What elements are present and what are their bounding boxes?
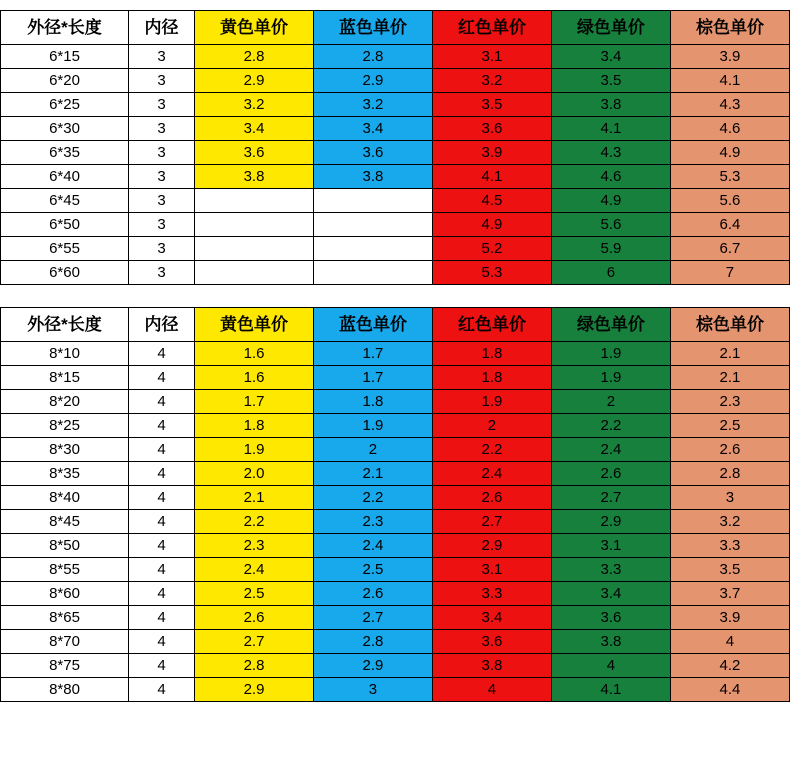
cell-green: 1.9 [551,342,670,366]
cell-blue: 2 [313,438,432,462]
cell-blue: 1.9 [313,414,432,438]
cell-yellow: 3.4 [195,117,314,141]
cell-spec: 6*30 [1,117,129,141]
header-cell-red: 红色单价 [432,11,551,45]
cell-blue: 2.5 [313,558,432,582]
table-row [1,582,790,606]
cell-blue-empty [313,213,432,237]
cell-inner: 3 [129,165,195,189]
cell-yellow: 2.8 [195,654,314,678]
cell-spec: 8*45 [1,510,129,534]
header-cell-inner: 内径 [129,11,195,45]
table-row [1,45,790,69]
cell-brown: 4 [670,630,789,654]
cell-brown: 3.2 [670,510,789,534]
cell-inner: 4 [129,390,195,414]
cell-blue: 2.2 [313,486,432,510]
cell-green: 4 [551,654,670,678]
cell-inner: 3 [129,189,195,213]
cell-spec: 6*60 [1,261,129,285]
cell-green: 3.8 [551,630,670,654]
cell-red: 3.6 [432,117,551,141]
cell-yellow: 2.2 [195,510,314,534]
cell-brown: 4.9 [670,141,789,165]
cell-blue: 2.7 [313,606,432,630]
cell-green: 3.6 [551,606,670,630]
cell-blue: 3.4 [313,117,432,141]
header-cell-brown: 棕色单价 [670,11,789,45]
cell-red: 2 [432,414,551,438]
table-row [1,117,790,141]
cell-yellow: 1.6 [195,366,314,390]
cell-yellow: 1.6 [195,342,314,366]
cell-spec: 8*75 [1,654,129,678]
price-table-6mm [0,10,790,285]
table-row [1,462,790,486]
cell-spec: 8*80 [1,678,129,702]
cell-spec: 8*55 [1,558,129,582]
cell-yellow: 2.4 [195,558,314,582]
cell-brown: 3.9 [670,45,789,69]
cell-yellow: 2.9 [195,69,314,93]
cell-green: 4.6 [551,165,670,189]
header-cell-inner: 内径 [129,308,195,342]
table-row [1,93,790,117]
cell-spec: 8*25 [1,414,129,438]
cell-brown: 2.5 [670,414,789,438]
cell-red: 3.1 [432,45,551,69]
cell-green: 3.4 [551,45,670,69]
cell-brown: 4.1 [670,69,789,93]
table-header-row [1,11,790,45]
price-table-block-6mm [0,10,790,285]
cell-brown: 2.8 [670,462,789,486]
cell-yellow: 2.5 [195,582,314,606]
cell-brown: 3 [670,486,789,510]
table-row [1,141,790,165]
price-table-block-8mm [0,307,790,702]
table-row [1,189,790,213]
cell-inner: 4 [129,606,195,630]
cell-spec: 6*15 [1,45,129,69]
cell-blue: 3 [313,678,432,702]
cell-spec: 8*60 [1,582,129,606]
cell-brown: 3.5 [670,558,789,582]
header-cell-blue: 蓝色单价 [313,11,432,45]
cell-blue: 2.6 [313,582,432,606]
cell-red: 4.5 [432,189,551,213]
table-body-6mm [1,45,790,285]
cell-green: 4.1 [551,678,670,702]
cell-spec: 8*70 [1,630,129,654]
cell-brown: 3.7 [670,582,789,606]
cell-red: 4.9 [432,213,551,237]
cell-inner: 3 [129,141,195,165]
cell-red: 1.8 [432,342,551,366]
cell-red: 2.9 [432,534,551,558]
table-row [1,558,790,582]
cell-yellow: 3.2 [195,93,314,117]
table-row [1,678,790,702]
cell-green: 4.3 [551,141,670,165]
header-cell-brown: 棕色单价 [670,308,789,342]
cell-brown: 4.3 [670,93,789,117]
cell-spec: 6*40 [1,165,129,189]
cell-inner: 4 [129,342,195,366]
cell-yellow-empty [195,237,314,261]
cell-yellow-empty [195,213,314,237]
cell-inner: 4 [129,534,195,558]
table-row [1,606,790,630]
cell-green: 3.8 [551,93,670,117]
cell-inner: 4 [129,462,195,486]
table-row [1,510,790,534]
cell-green: 2.6 [551,462,670,486]
cell-green: 5.6 [551,213,670,237]
cell-inner: 4 [129,630,195,654]
cell-spec: 8*50 [1,534,129,558]
cell-blue: 1.8 [313,390,432,414]
cell-red: 5.3 [432,261,551,285]
header-cell-green: 绿色单价 [551,11,670,45]
cell-inner: 3 [129,93,195,117]
cell-inner: 4 [129,438,195,462]
cell-spec: 8*10 [1,342,129,366]
cell-red: 2.2 [432,438,551,462]
cell-yellow: 2.8 [195,45,314,69]
cell-green: 3.4 [551,582,670,606]
cell-inner: 4 [129,366,195,390]
cell-yellow-empty [195,261,314,285]
cell-green: 2.4 [551,438,670,462]
table-row [1,486,790,510]
cell-brown: 3.3 [670,534,789,558]
cell-spec: 8*65 [1,606,129,630]
cell-spec: 6*25 [1,93,129,117]
cell-yellow: 1.8 [195,414,314,438]
cell-yellow: 1.7 [195,390,314,414]
cell-blue: 2.9 [313,69,432,93]
cell-spec: 6*45 [1,189,129,213]
price-table-8mm [0,307,790,702]
cell-inner: 4 [129,558,195,582]
cell-green: 5.9 [551,237,670,261]
cell-red: 3.2 [432,69,551,93]
cell-brown: 4.6 [670,117,789,141]
cell-inner: 4 [129,582,195,606]
cell-inner: 3 [129,261,195,285]
cell-blue-empty [313,189,432,213]
cell-brown: 2.3 [670,390,789,414]
table-row [1,213,790,237]
header-cell-green: 绿色单价 [551,308,670,342]
cell-spec: 8*20 [1,390,129,414]
cell-blue: 3.6 [313,141,432,165]
header-cell-red: 红色单价 [432,308,551,342]
cell-green: 4.1 [551,117,670,141]
cell-red: 3.9 [432,141,551,165]
cell-red: 3.3 [432,582,551,606]
cell-yellow: 2.3 [195,534,314,558]
cell-green: 2.7 [551,486,670,510]
cell-red: 1.8 [432,366,551,390]
cell-red: 4 [432,678,551,702]
cell-brown: 5.3 [670,165,789,189]
cell-red: 1.9 [432,390,551,414]
cell-yellow: 3.6 [195,141,314,165]
cell-red: 3.4 [432,606,551,630]
cell-blue: 2.1 [313,462,432,486]
cell-brown: 3.9 [670,606,789,630]
cell-inner: 4 [129,678,195,702]
cell-blue: 2.9 [313,654,432,678]
cell-green: 2.2 [551,414,670,438]
cell-brown: 2.1 [670,366,789,390]
header-cell-spec: 外径*长度 [1,308,129,342]
cell-spec: 6*50 [1,213,129,237]
cell-red: 4.1 [432,165,551,189]
table-row [1,654,790,678]
header-cell-blue: 蓝色单价 [313,308,432,342]
cell-red: 5.2 [432,237,551,261]
price-sheet-page [0,10,790,758]
cell-yellow: 1.9 [195,438,314,462]
cell-yellow: 2.7 [195,630,314,654]
cell-red: 2.7 [432,510,551,534]
cell-green: 2 [551,390,670,414]
table-row [1,390,790,414]
cell-inner: 3 [129,213,195,237]
cell-yellow: 3.8 [195,165,314,189]
table-row [1,342,790,366]
cell-blue: 2.4 [313,534,432,558]
table-row [1,438,790,462]
cell-red: 3.8 [432,654,551,678]
cell-brown: 4.2 [670,654,789,678]
table-row [1,630,790,654]
cell-green: 3.5 [551,69,670,93]
cell-brown: 7 [670,261,789,285]
cell-blue: 3.2 [313,93,432,117]
cell-blue-empty [313,237,432,261]
cell-inner: 4 [129,654,195,678]
cell-brown: 5.6 [670,189,789,213]
cell-red: 3.5 [432,93,551,117]
cell-spec: 8*35 [1,462,129,486]
cell-blue: 2.8 [313,630,432,654]
table-row [1,261,790,285]
table-row [1,366,790,390]
cell-red: 3.6 [432,630,551,654]
table-row [1,237,790,261]
cell-brown: 4.4 [670,678,789,702]
cell-blue-empty [313,261,432,285]
table-row [1,165,790,189]
cell-spec: 6*55 [1,237,129,261]
cell-yellow-empty [195,189,314,213]
cell-inner: 4 [129,486,195,510]
cell-red: 3.1 [432,558,551,582]
cell-brown: 6.4 [670,213,789,237]
cell-blue: 3.8 [313,165,432,189]
cell-spec: 6*20 [1,69,129,93]
cell-red: 2.6 [432,486,551,510]
cell-spec: 6*35 [1,141,129,165]
header-cell-yellow: 黄色单价 [195,11,314,45]
cell-spec: 8*40 [1,486,129,510]
cell-inner: 4 [129,414,195,438]
cell-green: 3.1 [551,534,670,558]
cell-spec: 8*30 [1,438,129,462]
table-row [1,414,790,438]
table-row [1,534,790,558]
cell-inner: 3 [129,117,195,141]
cell-green: 3.3 [551,558,670,582]
cell-blue: 1.7 [313,342,432,366]
cell-inner: 4 [129,510,195,534]
cell-inner: 3 [129,69,195,93]
cell-yellow: 2.0 [195,462,314,486]
table-separator [0,285,790,307]
cell-green: 1.9 [551,366,670,390]
cell-green: 2.9 [551,510,670,534]
header-cell-spec: 外径*长度 [1,11,129,45]
cell-spec: 8*15 [1,366,129,390]
cell-yellow: 2.6 [195,606,314,630]
cell-yellow: 2.1 [195,486,314,510]
cell-brown: 2.6 [670,438,789,462]
header-cell-yellow: 黄色单价 [195,308,314,342]
cell-blue: 2.8 [313,45,432,69]
cell-inner: 3 [129,45,195,69]
table-header-row [1,308,790,342]
cell-green: 6 [551,261,670,285]
cell-brown: 6.7 [670,237,789,261]
cell-inner: 3 [129,237,195,261]
cell-yellow: 2.9 [195,678,314,702]
cell-blue: 2.3 [313,510,432,534]
table-body-8mm [1,342,790,702]
cell-red: 2.4 [432,462,551,486]
cell-brown: 2.1 [670,342,789,366]
table-row [1,69,790,93]
cell-blue: 1.7 [313,366,432,390]
cell-green: 4.9 [551,189,670,213]
